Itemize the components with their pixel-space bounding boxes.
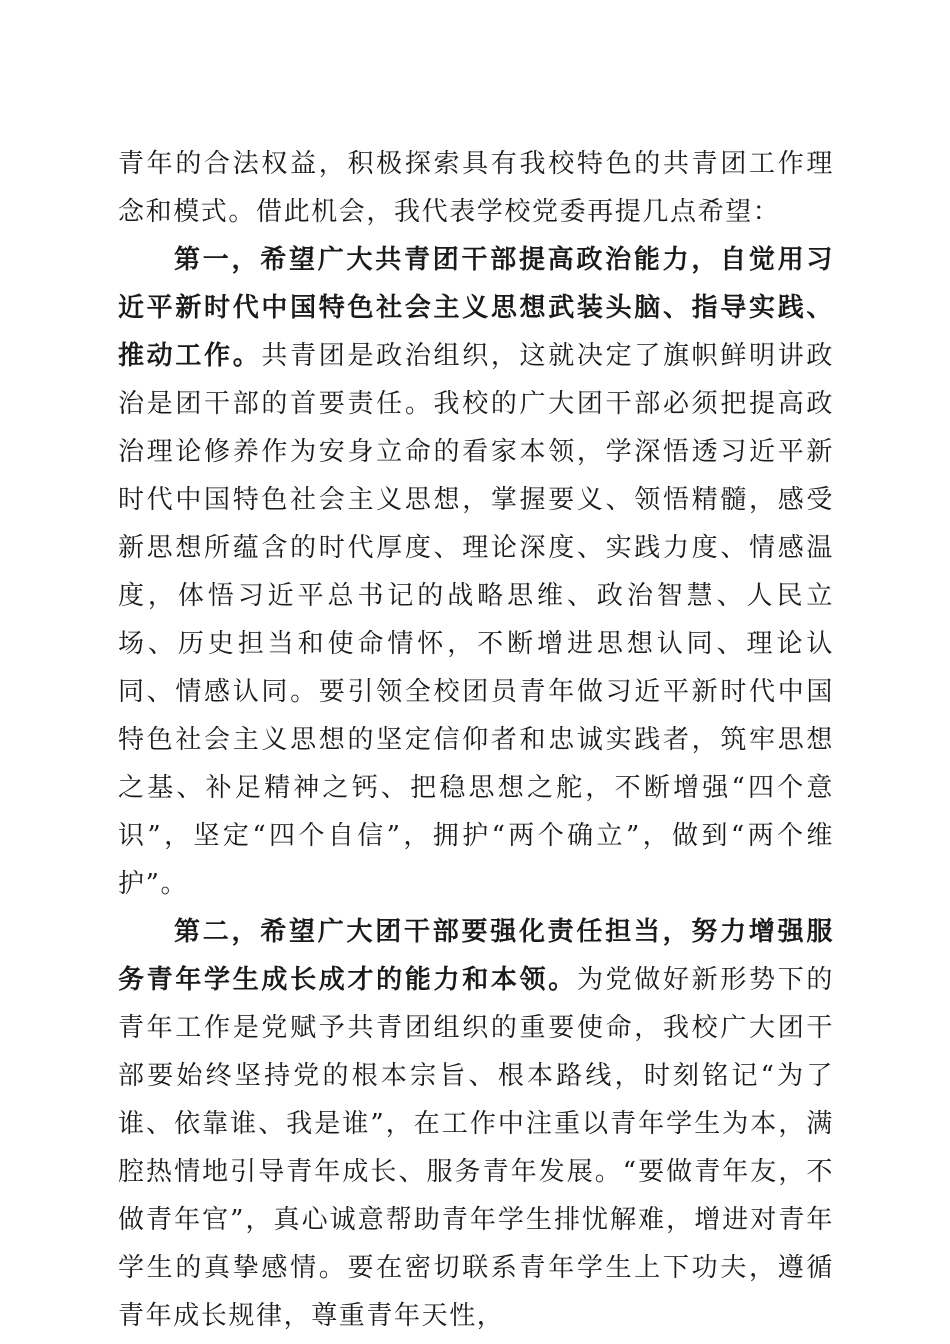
paragraph-lead-sentence: 第一，希望广大共青团干部提高政治能力，自觉用习近平新时代中国特色社会主义思想武装头脑、指导实践、推动工作。 xyxy=(118,245,834,371)
paragraph-text: 青年的合法权益，积极探索具有我校特色的共青团工作理念和模式。借此机会，我代表学校党委再提几点希望： xyxy=(118,149,834,227)
paragraph-continuation xyxy=(118,140,834,236)
paragraph-text: 共青团是政治组织，这就决定了旗帜鲜明讲政治是团干部的首要责任。我校的广大团干部必须把提高政治理论修养作为安身立命的看家本领，学深悟透习近平新时代中国特色社会主义思想，掌握要义、领悟精髓，感受新思想所蕴含的时代厚度、理论深度、实践力度、情感温度，体悟习近平总书记的战略思维、政治智慧、人民立场、历史担当和使命情怀，不断增进思想认同、理论认同、情感认同。要引领全校团员青年做习近平新时代中国特色社会主义思想的坚定信仰者和忠诚实践者，筑牢思想之基、补足精神之钙、把稳思想之舵，不断增强“四个意识”，坚定“四个自信”，拥护“两个确立”，做到“两个维护”。 xyxy=(118,341,834,899)
paragraph-first-hope xyxy=(118,236,834,908)
paragraph-lead-sentence: 第二，希望广大团干部要强化责任担当，努力增强服务青年学生成长成才的能力和本领。 xyxy=(118,917,834,995)
paragraph-second-hope xyxy=(118,908,834,1340)
document-body xyxy=(118,140,834,1340)
paragraph-text: 为党做好新形势下的青年工作是党赋予共青团组织的重要使命，我校广大团干部要始终坚持党的根本宗旨、根本路线，时刻铭记“为了谁、依靠谁、我是谁”，在工作中注重以青年学生为本，满腔热情地引导青年成长、服务青年发展。“要做青年友，不做青年官”，真心诚意帮助青年学生排忧解难，增进对青年学生的真挚感情。要在密切联系青年学生上下功夫，遵循青年成长规律，尊重青年天性， xyxy=(118,965,834,1331)
